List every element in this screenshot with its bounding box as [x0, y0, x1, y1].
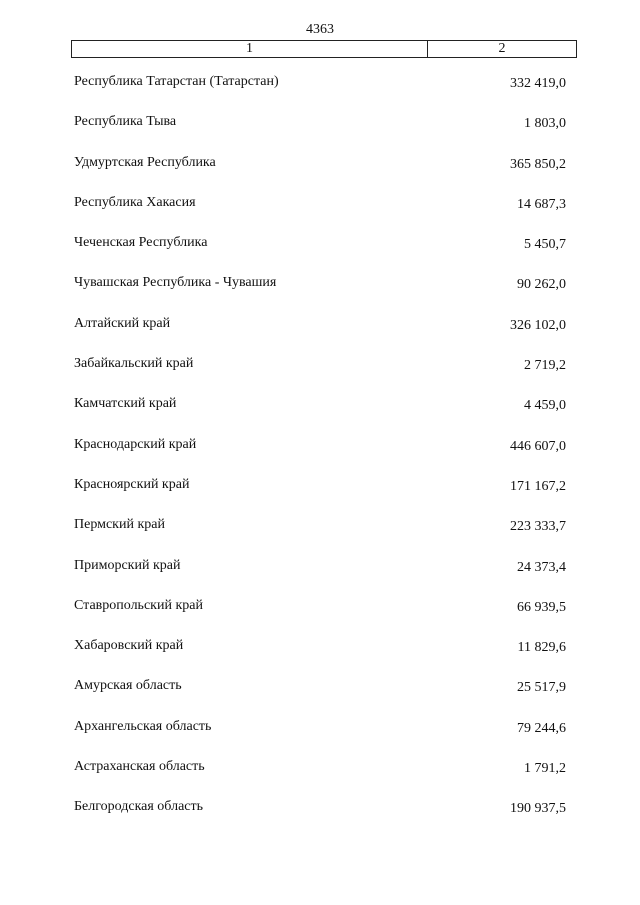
table-body — [0, 74, 640, 840]
region-value: 25 517,9 — [517, 680, 566, 696]
region-name: Приморский край — [74, 557, 181, 573]
region-value: 14 687,3 — [517, 196, 566, 212]
region-value: 24 373,4 — [517, 559, 566, 575]
region-value: 1 791,2 — [524, 761, 566, 777]
region-name: Чеченская Республика — [74, 235, 208, 251]
region-name: Чувашская Республика - Чувашия — [74, 275, 277, 291]
region-name: Красноярский край — [74, 476, 190, 492]
table-row — [0, 235, 640, 275]
table-row — [0, 759, 640, 799]
region-value: 446 607,0 — [510, 438, 566, 454]
table-row — [0, 719, 640, 759]
region-name: Архангельская область — [74, 718, 212, 734]
table-row — [0, 638, 640, 678]
table-row — [0, 316, 640, 356]
page-number: 4363 — [306, 22, 334, 37]
table-row — [0, 678, 640, 718]
column-header-2: 2 — [498, 41, 506, 56]
region-name: Астраханская область — [74, 759, 205, 775]
table-row — [0, 396, 640, 436]
region-name: Хабаровский край — [74, 638, 184, 654]
region-value: 332 419,0 — [510, 76, 566, 91]
region-value: 2 719,2 — [524, 358, 566, 374]
table-row — [0, 114, 640, 154]
region-value: 171 167,2 — [510, 478, 566, 494]
table-row — [0, 356, 640, 396]
region-value: 66 939,5 — [517, 599, 566, 615]
region-value: 11 829,6 — [517, 640, 566, 656]
region-value: 1 803,0 — [524, 116, 566, 132]
table-row — [0, 275, 640, 315]
column-header-1: 1 — [72, 41, 428, 57]
table-row — [0, 477, 640, 517]
region-name: Республика Татарстан (Татарстан) — [74, 74, 279, 89]
region-value: 5 450,7 — [524, 237, 566, 253]
region-name: Ставропольский край — [74, 597, 203, 613]
table-row — [0, 74, 640, 114]
region-name: Камчатский край — [74, 396, 177, 412]
region-value: 365 850,2 — [510, 156, 566, 172]
region-name: Амурская область — [74, 678, 182, 694]
region-value: 326 102,0 — [510, 317, 566, 333]
region-name: Пермский край — [74, 517, 165, 533]
table-row — [0, 155, 640, 195]
region-name: Забайкальский край — [74, 356, 194, 372]
table-row — [0, 195, 640, 235]
region-value: 79 244,6 — [517, 720, 566, 736]
region-name: Алтайский край — [74, 315, 171, 331]
region-name: Республика Хакасия — [74, 194, 196, 210]
table-row — [0, 799, 640, 839]
region-name: Белгородская область — [74, 799, 204, 815]
region-value: 90 262,0 — [517, 277, 566, 293]
region-name: Краснодарский край — [74, 436, 197, 452]
table-row — [0, 517, 640, 557]
region-value: 223 333,7 — [510, 519, 566, 535]
table-row — [0, 558, 640, 598]
region-value: 190 937,5 — [510, 801, 566, 817]
table-header — [71, 40, 577, 58]
table-row — [0, 437, 640, 477]
table-row — [0, 598, 640, 638]
region-name: Удмуртская Республика — [74, 154, 216, 170]
region-name: Республика Тыва — [74, 114, 177, 130]
region-value: 4 459,0 — [524, 398, 566, 414]
